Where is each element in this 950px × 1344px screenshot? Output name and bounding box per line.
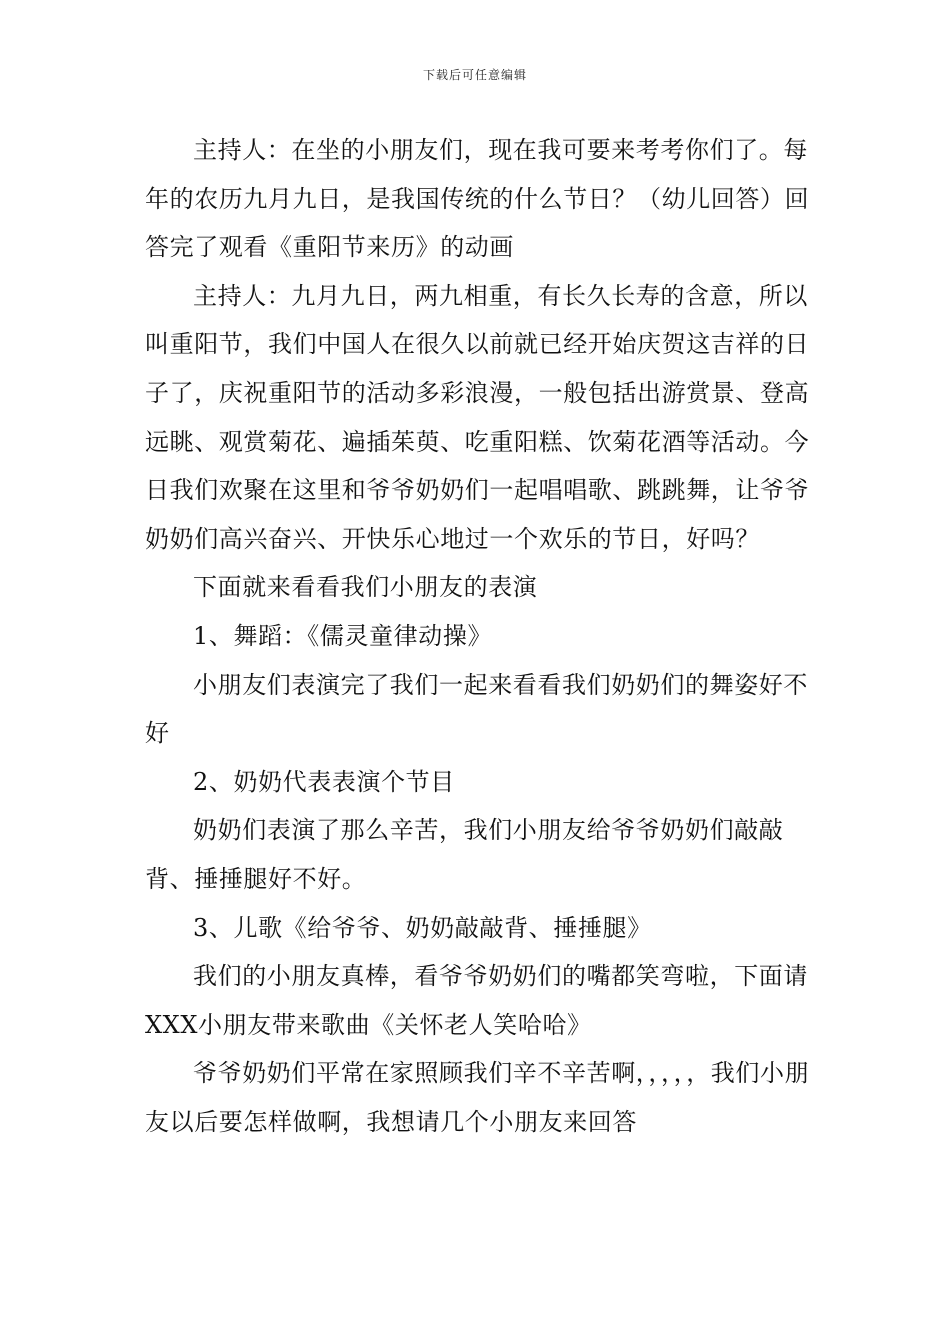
paragraph-host-intro: 主持人：九月九日，两九相重，有长久长寿的含意，所以叫重阳节，我们中国人在很久以前就已经开始庆贺这吉祥的日子了，庆祝重阳节的活动多彩浪漫，一般包括出游赏景、登高远眺、观赏菊花、遍插茱萸、吃重阳糕、饮菊花酒等活动。今日我们欢聚在这里和爷爷奶奶们一起唱唱歌、跳跳舞，让爷爷奶奶们高兴奋兴、开快乐心地过一个欢乐的节日，好吗？	[145, 281, 810, 553]
program-item-2: 2、奶奶代表表演个节目	[193, 767, 455, 796]
paragraph-question: 爷爷奶奶们平常在家照顾我们辛不辛苦啊，，，，，我们小朋友以后要怎样做啊，我想请几个小朋友来回答	[145, 1059, 810, 1136]
program-item-1: 1、舞蹈：《儒灵童律动操》	[193, 621, 493, 650]
paragraph-performance-intro: 下面就来看看我们小朋友的表演	[193, 573, 538, 602]
paragraph-host-quiz: 主持人：在坐的小朋友们，现在我可要来考考你们了。每年的农历九月九日，是我国传统的什么节日？（幼儿回答）回答完了观看《重阳节来历》的动画	[145, 136, 810, 262]
paragraph-song-intro: 我们的小朋友真棒，看爷爷奶奶们的嘴都笑弯啦，下面请XXX小朋友带来歌曲《关怀老人笑哈哈》	[145, 962, 808, 1039]
paragraph-grandma-dance-intro: 小朋友们表演完了我们一起来看看我们奶奶们的舞姿好不好	[145, 670, 808, 748]
program-item-3: 3、儿歌《给爷爷、奶奶敲敲背、捶捶腿》	[193, 913, 652, 942]
paragraph-massage-intro: 奶奶们表演了那么辛苦，我们小朋友给爷爷奶奶们敲敲背、捶捶腿好不好。	[145, 816, 784, 893]
document-body	[145, 126, 813, 1146]
page-header-note: 下载后可任意编辑	[422, 68, 527, 82]
